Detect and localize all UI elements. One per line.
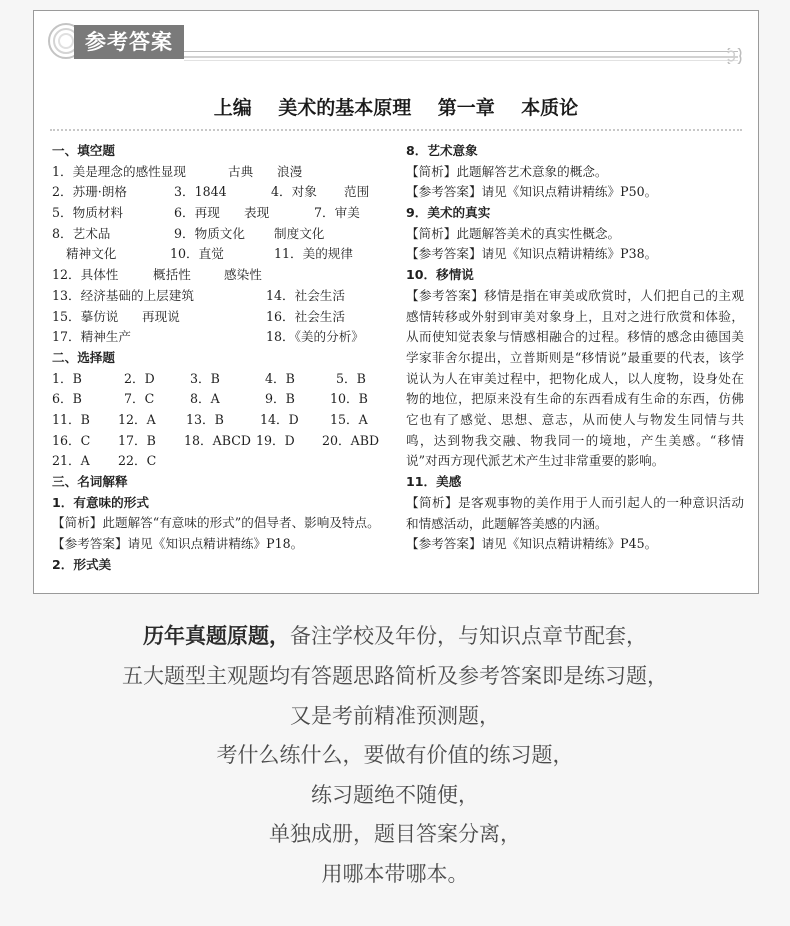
promo-line-5: 练习题绝不随便， (311, 783, 479, 807)
term-title: 8．艺术意象 (406, 143, 478, 158)
choice-answer: 10．B (330, 391, 368, 407)
chapter-title: 上编 美术的基本原理 第一章 本质论 (213, 97, 579, 119)
fill-row (52, 244, 392, 265)
answer-header-label: 参考答案 (74, 25, 184, 59)
choice-answer: 17．B (118, 432, 156, 448)
fill-answer: 14．社会生活 (266, 287, 345, 303)
choice-answer: 22．C (118, 453, 157, 469)
fill-row (52, 286, 392, 307)
header-rule (184, 51, 738, 52)
header-rule (184, 56, 738, 58)
fill-answer: 17．精神生产 (52, 329, 131, 345)
term-title: 9．美术的真实 (406, 205, 491, 221)
fill-answer: 10．直觉 (170, 246, 224, 262)
promo-line-3: 又是考前精准预测题， (290, 704, 500, 728)
promo-line-7: 用哪本带哪本。 (321, 862, 469, 886)
fill-answer: 18．《美的分析》 (266, 329, 364, 345)
fill-answer: 7．审美 (314, 205, 360, 221)
fill-answer: 15．摹仿说 (52, 308, 119, 324)
term-analysis: 【简析】此题解答艺术意象的概念。 (406, 163, 608, 179)
choice-answer: 11．B (52, 411, 90, 427)
choice-answer: 9．B (265, 391, 295, 407)
choice-answer: 12．A (118, 411, 156, 427)
fill-answer: 4．对象 (271, 184, 317, 200)
fill-answer: 再现说 (142, 308, 180, 324)
choice-row (52, 410, 392, 431)
choice-row (52, 389, 392, 410)
term-analysis: 【简析】是客观事物的美作用于人而引起人的一种意识活动和情感活动，此题解答美感的内涵。 (406, 494, 744, 531)
choice-answer: 2．D (124, 370, 155, 386)
term-answer: 【参考答案】请见《知识点精讲精练》P18。 (52, 536, 304, 552)
choice-answer: 18．ABCD (184, 432, 251, 448)
promo-line-1 (0, 620, 790, 650)
term-answer: 【参考答案】请见《知识点精讲精练》P50。 (406, 184, 658, 200)
term-analysis: 【简析】此题解答美术的真实性概念。 (406, 225, 621, 241)
choice-answer: 21．A (52, 453, 90, 469)
term-answer-body: 【参考答案】移情是指在审美或欣赏时，人们把自己的主观感情转移或外射到审美对象身上，且对之进行欣赏和体验，从而使知觉表象与情感相融合的过程。移情的感念由德国美学家菲舍尔提出，立普斯则是“移情说”最重要的代表，该学说认为人在审美过程中，把物化成人，以人度物，设身处在物的地位，把原来没有生命的东西看成有生命的东西，仿佛它也有了感觉、思想、意志，从而使人与物发生同情与共鸣，达到物我交融、物我同一的境地，产生美感。“移情说”对西方现代派艺术产生过非常重要的影响。 (406, 287, 744, 469)
promo-highlight: 历年真题原题， (143, 624, 290, 648)
choice-row (52, 451, 392, 472)
fill-answer: 16．社会生活 (266, 308, 345, 324)
choice-answer: 16．C (52, 432, 91, 448)
fill-answer: 6．再现 (174, 205, 220, 221)
rule-endcap-decoration (726, 48, 742, 64)
choice-answer: 20．ABD (322, 432, 380, 448)
choice-row (52, 431, 392, 452)
choice-answer: 8．A (190, 391, 220, 407)
fill-answer: 表现 (244, 205, 270, 221)
fill-answer: 浪漫 (277, 163, 303, 179)
fill-row (52, 182, 392, 203)
fill-answer: 感染性 (224, 267, 262, 283)
dotted-divider (50, 129, 742, 131)
fill-answer: 概括性 (153, 267, 191, 283)
promo-line-4: 考什么练什么，要做有价值的练习题， (216, 743, 574, 767)
left-column (52, 141, 392, 575)
fill-answer: 5．物质材料 (52, 205, 123, 221)
term-answer: 【参考答案】请见《知识点精讲精练》P38。 (406, 246, 658, 262)
fill-row (52, 224, 392, 245)
fill-answer: 2．苏珊·朗格 (52, 184, 127, 200)
fill-row (52, 203, 392, 224)
promo-text: 备注学校及年份，与知识点章节配套， (290, 624, 647, 648)
fill-row (52, 265, 392, 286)
header-rule (184, 60, 738, 61)
section-heading: 一、填空题 (52, 143, 115, 158)
fill-answer: 古典 (228, 163, 254, 179)
term-answer: 【参考答案】请见《知识点精讲精练》P45。 (406, 536, 658, 552)
choice-answer: 19．D (256, 432, 295, 448)
choice-answer: 15．A (330, 411, 368, 427)
choice-answer: 14．D (260, 411, 299, 427)
fill-row (52, 327, 392, 348)
choice-answer: 4．B (265, 370, 295, 386)
term-title: 2．形式美 (52, 556, 112, 572)
section-heading: 二、选择题 (52, 349, 115, 365)
fill-answer: 12．具体性 (52, 267, 119, 283)
choice-answer: 6．B (52, 391, 82, 407)
right-column (406, 141, 744, 555)
promo-line-6: 单独成册，题目答案分离， (269, 822, 521, 846)
answer-page-frame (33, 10, 759, 594)
choice-row (52, 369, 392, 390)
fill-answer: 13．经济基础的上层建筑 (52, 287, 194, 303)
choice-answer: 13．B (186, 411, 224, 427)
fill-answer: 制度文化 (274, 225, 325, 241)
term-title: 10．移情说 (406, 267, 474, 283)
fill-answer: 8．艺术品 (52, 225, 111, 241)
fill-answer: 3．1844 (174, 184, 227, 200)
choice-answer: 7．C (124, 391, 155, 407)
choice-answer: 1．B (52, 370, 82, 386)
fill-answer: 范围 (344, 184, 370, 200)
fill-answer: 9．物质文化 (174, 225, 245, 241)
fill-row (52, 162, 392, 183)
term-title: 1．有意味的形式 (52, 494, 149, 510)
choice-answer: 5．B (336, 370, 366, 386)
term-title: 11．美感 (406, 474, 462, 490)
fill-answer: 精神文化 (66, 246, 117, 262)
promo-line-2: 五大题型主观题均有答题思路简析及参考答案即是练习题， (122, 664, 668, 688)
choice-answer: 3．B (190, 370, 220, 386)
fill-row (52, 307, 392, 328)
section-heading: 三、名词解释 (52, 474, 128, 489)
fill-answer: 11．美的规律 (274, 246, 353, 262)
fill-answer: 1．美是理念的感性显现 (52, 163, 186, 179)
term-analysis: 【简析】此题解答“有意味的形式”的倡导者、影响及特点。 (52, 515, 380, 531)
